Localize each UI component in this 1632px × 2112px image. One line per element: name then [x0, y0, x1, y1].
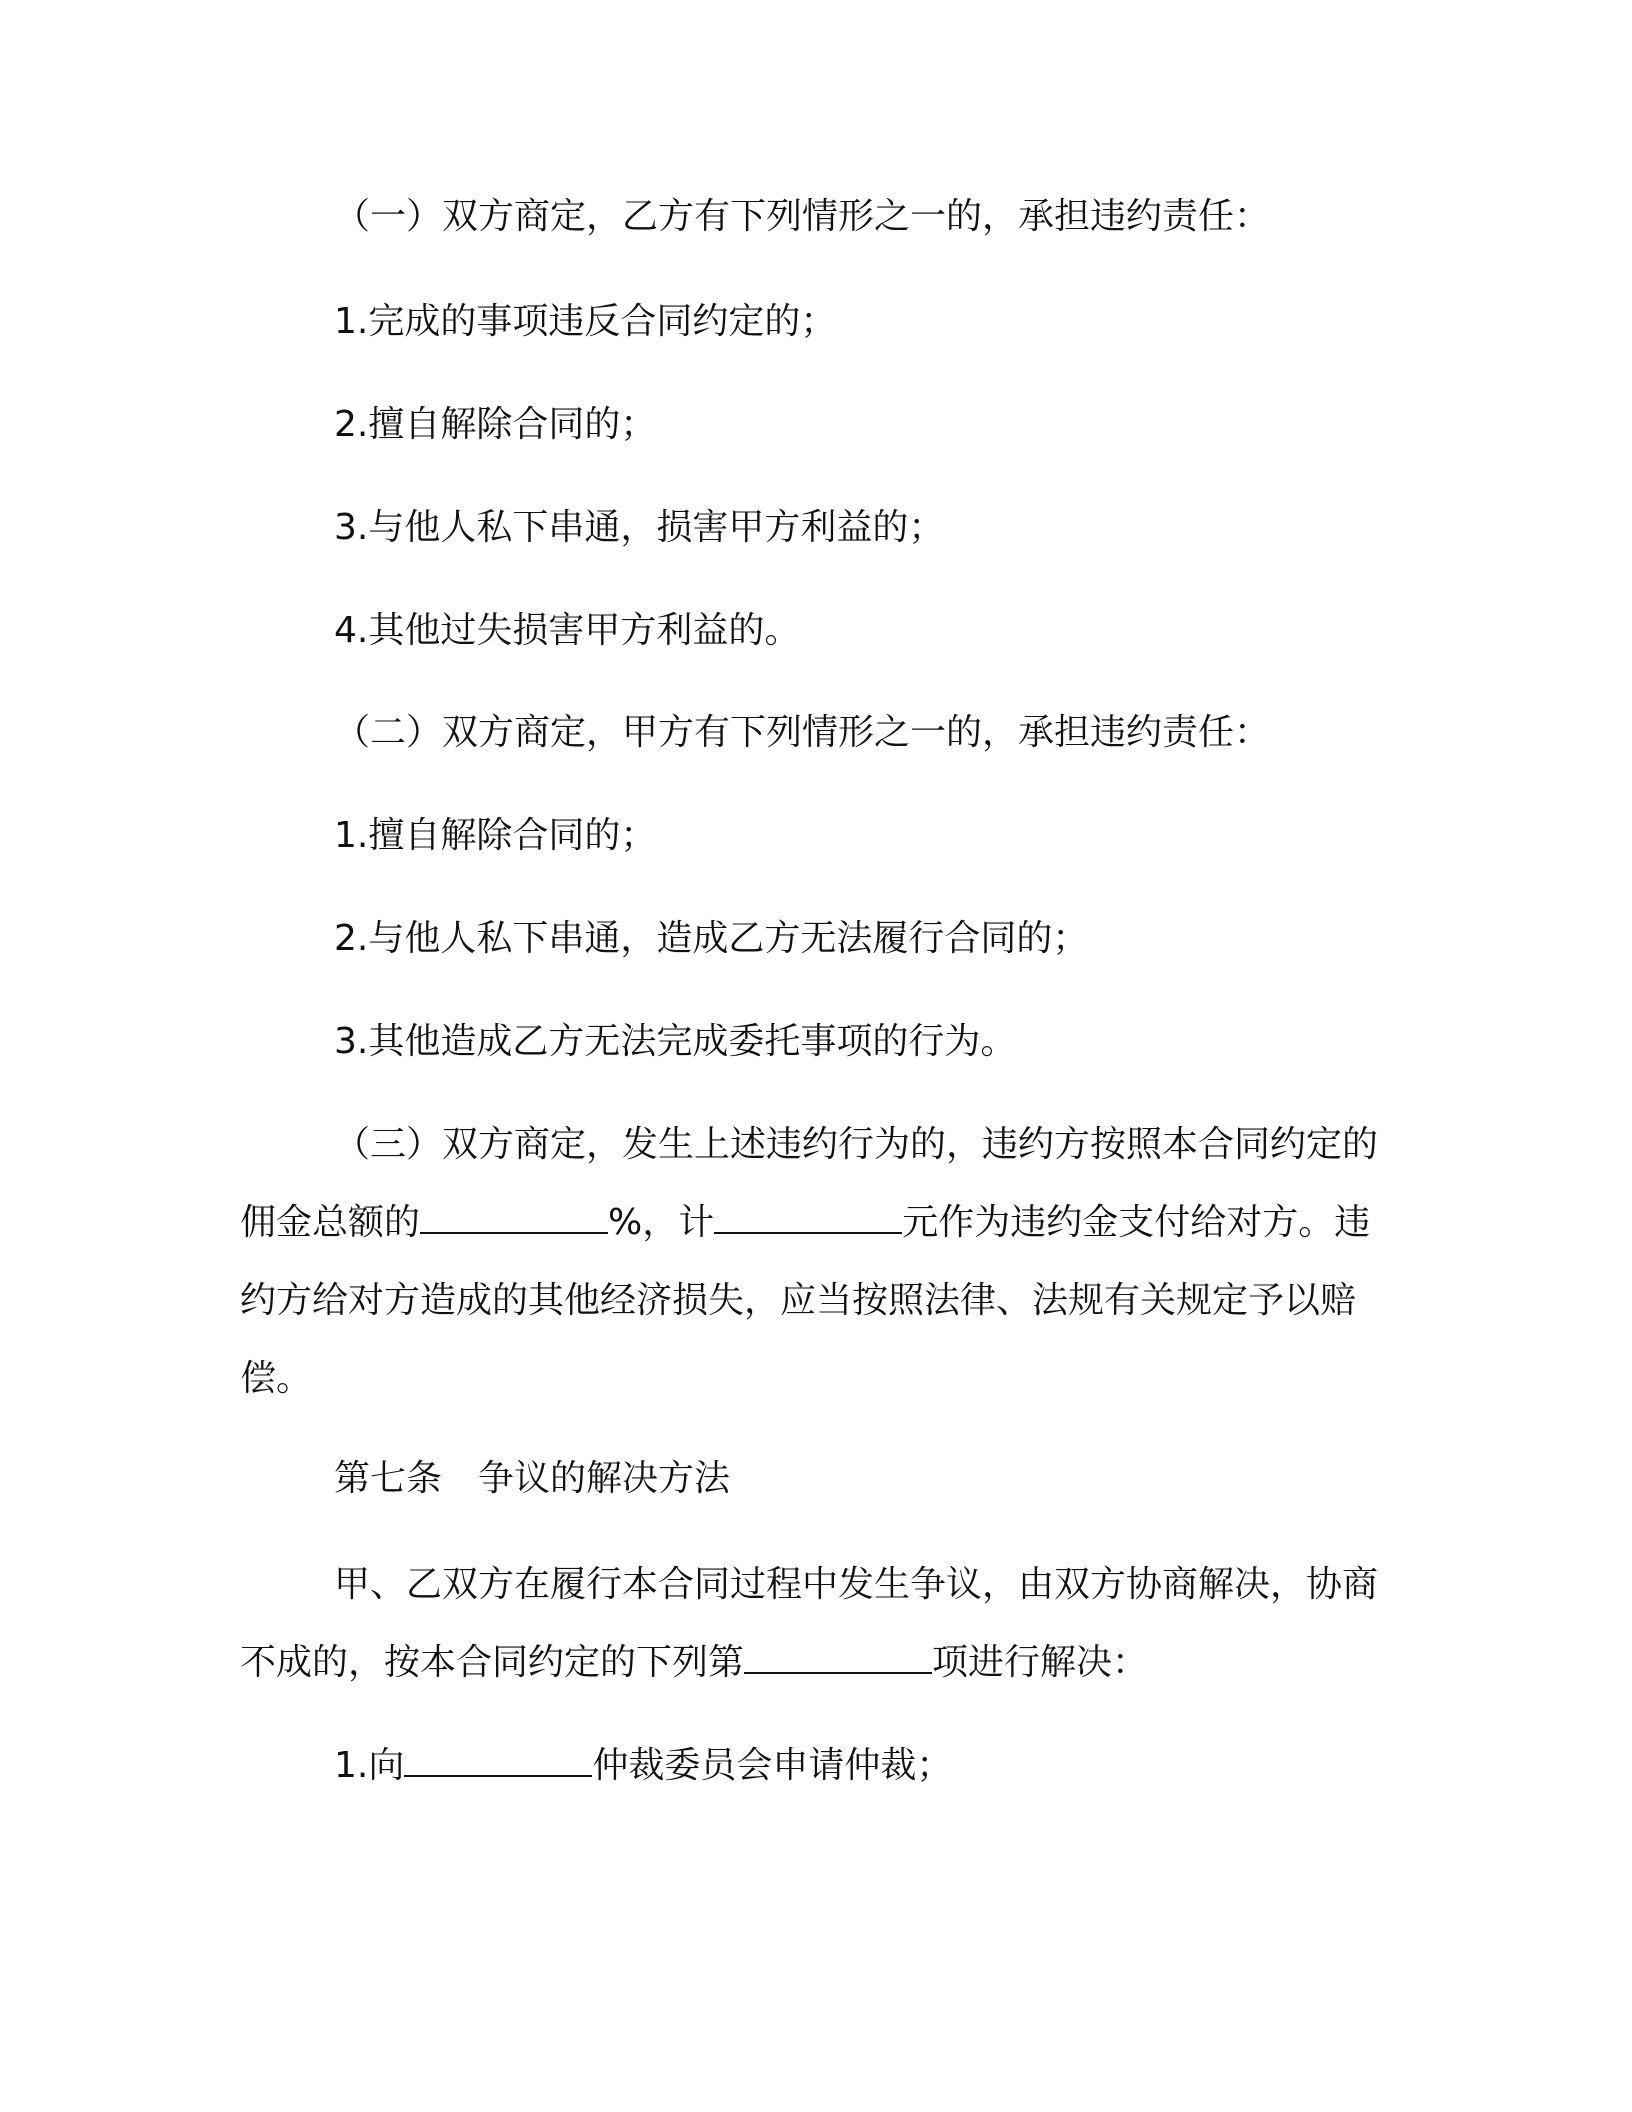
resolution-option-blank	[744, 1642, 932, 1674]
section-3-text-a: （三）双方商定，发生上述违约行为的，违约方按照本合同约定的佣金总额的	[240, 1124, 1379, 1243]
section-3-text-c: 元作为违约金支付给对方。违约方给对方造成的其他经济损失，应当按照法律、法规有关规定予以赔偿。	[240, 1202, 1371, 1399]
section-2-heading: （二）双方商定，甲方有下列情形之一的，承担违约责任：	[334, 712, 1271, 753]
article-7-title: 第七条 争议的解决方法	[334, 1458, 731, 1499]
article-7-text-a: 甲、乙双方在履行本合同过程中发生争议，由双方协商解决，协商不成的，按本合同约定的下列第	[240, 1564, 1379, 1683]
section-1-item-3: 3.与他人私下串通，损害甲方利益的；	[334, 507, 945, 548]
commission-percent-blank	[420, 1202, 608, 1234]
section-3-text-b: %，计	[608, 1202, 715, 1243]
section-1-item-4: 4.其他过失损害甲方利益的。	[334, 610, 801, 651]
section-2-item-3: 3.其他造成乙方无法完成委托事项的行为。	[334, 1021, 1017, 1062]
section-1-heading: （一）双方商定，乙方有下列情形之一的，承担违约责任：	[334, 196, 1271, 237]
article-7-body	[240, 1546, 1390, 1702]
section-2-item-1: 1.擅自解除合同的；	[334, 815, 657, 856]
article-7-text-b: 项进行解决：	[932, 1642, 1149, 1683]
article-7-item-1-text-b: 仲裁委员会申请仲裁；	[592, 1745, 953, 1786]
section-1-item-1: 1.完成的事项违反合同约定的；	[334, 301, 837, 342]
section-2-item-2: 2.与他人私下串通，造成乙方无法履行合同的；	[334, 918, 1089, 959]
section-1-item-2: 2.擅自解除合同的；	[334, 404, 657, 445]
arbitration-committee-blank	[404, 1745, 592, 1777]
article-7-item-1-text-a: 1.向	[334, 1745, 405, 1786]
article-7-item-1	[334, 1727, 1484, 1805]
penalty-amount-blank	[714, 1202, 902, 1234]
section-3-paragraph	[240, 1106, 1390, 1418]
